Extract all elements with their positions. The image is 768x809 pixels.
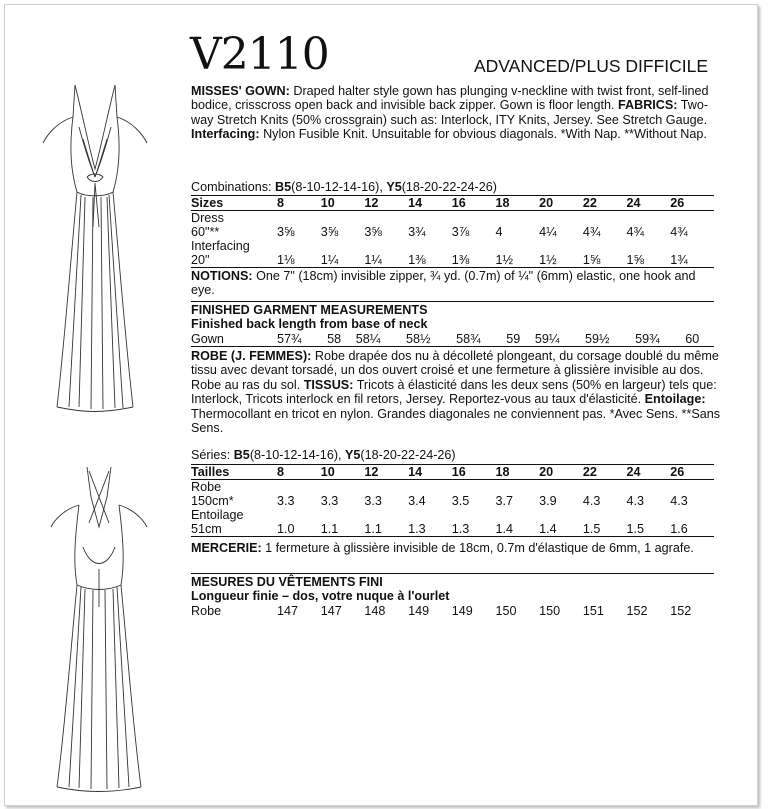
mercerie-text: 1 fermeture à glissière invisible de 18cm, 0.7m d'élastique de 6mm, 1 agrafe. xyxy=(265,541,694,555)
robe-measure-label: Robe xyxy=(191,603,222,618)
english-description xyxy=(191,84,726,142)
measurement-cell: 59¼ xyxy=(535,332,585,347)
tissus-description: Tricots à élasticité dans les deux sens (50% en largeur) tels que: Interlock, Tricots interlock en fil retors, Jersey. Reportez-vous au taux d'élasticité. xyxy=(191,377,717,407)
sizes-header: Sizes xyxy=(191,196,277,211)
measurements-title: FINISHED GARMENT MEASUREMENTS xyxy=(191,303,428,317)
measurement-cell: 60 xyxy=(685,332,714,347)
y5-code: Y5 xyxy=(345,448,361,462)
yardage-cell: 3.9 xyxy=(539,494,557,508)
mercerie xyxy=(191,541,714,555)
yardage-cell: 1½ xyxy=(495,253,539,268)
tailles-header: Tailles xyxy=(191,465,277,480)
yardage-cell: 1⅝ xyxy=(627,253,671,268)
gown-front-illustration xyxy=(35,77,155,417)
french-measurements xyxy=(191,575,726,618)
measurement-cell: 147 xyxy=(277,603,299,618)
tissus-label: TISSUS: xyxy=(303,377,354,392)
yardage-cell: 3.3 xyxy=(277,494,295,508)
divider xyxy=(191,301,714,302)
fabrics-description: Two-way Stretch Knits (50% crossgrain) such as: Interlock, ITY Knits, Jersey. See Stretch Gauge. xyxy=(191,98,709,127)
measurement-cell: 148 xyxy=(364,603,386,618)
size-cell: 20 xyxy=(539,465,583,480)
yardage-cell: 1⅜ xyxy=(452,253,496,268)
measurement-cell: 150 xyxy=(539,603,561,618)
measurement-cell: 58¼ xyxy=(356,332,406,347)
size-cell: 26 xyxy=(670,465,714,480)
dress-width: 60"** xyxy=(191,225,220,239)
english-yardage-table xyxy=(191,195,726,268)
notions-text: One 7" (18cm) invisible zipper, ¾ yd. (0.7m) of ¼" (6mm) elastic, one hook and eye. xyxy=(191,269,696,298)
yardage-cell: 4.3 xyxy=(626,494,645,508)
yardage-cell: 4.3 xyxy=(582,494,601,508)
yardage-cell: 3.7 xyxy=(495,494,513,508)
y5-code: Y5 xyxy=(386,180,402,194)
size-cell: 14 xyxy=(408,465,452,480)
notions-label: NOTIONS: xyxy=(191,269,253,283)
yardage-cell: 1⅝ xyxy=(583,253,627,268)
measurement-cell: 58 xyxy=(327,332,356,347)
entoilage-row-label: Entoilage xyxy=(191,508,244,522)
yardage-cell: 3.4 xyxy=(408,494,426,508)
yardage-cell: 1.4 xyxy=(495,522,539,537)
measurement-cell: 149 xyxy=(408,603,430,618)
difficulty-label: ADVANCED/PLUS DIFFICILE xyxy=(474,56,709,76)
yardage-cell: 1¼ xyxy=(321,253,365,268)
dress-label: Dress xyxy=(191,211,224,225)
size-cell: 8 xyxy=(277,465,321,480)
measurement-cell: 152 xyxy=(626,603,648,618)
gown-row-label: Gown xyxy=(191,332,277,347)
measurement-cell: 149 xyxy=(451,603,473,618)
y5-sizes: (18-20-22-24-26) xyxy=(360,448,456,462)
size-cell: 16 xyxy=(452,196,496,211)
size-cell: 12 xyxy=(364,465,408,480)
yardage-cell: 1.0 xyxy=(277,522,321,537)
measurement-cell: 151 xyxy=(582,603,604,618)
yardage-cell: 1⅜ xyxy=(408,253,452,268)
interfacing-label: Interfacing: xyxy=(191,127,260,142)
b5-code: B5 xyxy=(233,448,250,462)
yardage-cell: 1.1 xyxy=(321,522,365,537)
size-cell: 20 xyxy=(539,196,583,211)
yardage-cell: 1.3 xyxy=(452,522,496,537)
robe-description: Robe drapée dos nu à décolleté plongeant, du corsage doublé du même tissu avec devant torsadé, un dos ouvert croisé et une fermeture à glissière invisible au dos. Robe au ras du sol. xyxy=(191,349,719,392)
yardage-cell: 1⅛ xyxy=(277,253,321,268)
mercerie-label: MERCERIE: xyxy=(191,541,262,555)
robe-row-label: Robe xyxy=(191,480,222,494)
mesures-subtitle: Longueur finie – dos, votre nuque à l'ourlet xyxy=(191,589,450,604)
yardage-cell: 3.3 xyxy=(364,494,382,508)
interfacing-row-label: Interfacing xyxy=(191,239,250,253)
yardage-cell: 1.3 xyxy=(408,522,452,537)
interfacing-description: Nylon Fusible Knit. Unsuitable for obvious diagonals. *With Nap. **Without Nap. xyxy=(263,127,707,142)
yardage-cell: 3⅞ xyxy=(451,225,470,239)
measurement-cell: 58½ xyxy=(406,332,456,347)
robe-label: ROBE (J. FEMMES): xyxy=(191,349,312,363)
measurement-cell: 59 xyxy=(506,332,535,347)
measurement-cell: 152 xyxy=(670,603,692,618)
yardage-cell: 3⅝ xyxy=(277,225,295,239)
yardage-cell: 4.3 xyxy=(670,494,688,508)
measurement-cell: 58¾ xyxy=(456,332,506,347)
yardage-cell: 3⅝ xyxy=(320,225,339,239)
yardage-cell: 1½ xyxy=(539,253,583,268)
yardage-cell: 3¾ xyxy=(408,225,426,239)
size-cell: 10 xyxy=(321,196,365,211)
yardage-cell: 3⅝ xyxy=(364,225,382,239)
size-cell: 24 xyxy=(627,196,671,211)
size-cell: 22 xyxy=(583,196,627,211)
size-cell: 24 xyxy=(627,465,671,480)
series-label: Séries: xyxy=(191,448,231,462)
yardage-cell: 1.5 xyxy=(583,522,627,537)
size-cell: 18 xyxy=(495,465,539,480)
pattern-back-page xyxy=(4,4,758,806)
measurement-cell: 57¾ xyxy=(277,332,327,347)
yardage-cell: 4¾ xyxy=(582,225,601,239)
yardage-cell: 1.4 xyxy=(539,522,583,537)
series-line xyxy=(191,448,726,462)
size-cell: 14 xyxy=(408,196,452,211)
gown-label: MISSES' GOWN: xyxy=(191,84,290,98)
size-cell: 22 xyxy=(583,465,627,480)
yardage-cell: 1¾ xyxy=(670,253,714,268)
combinations-line xyxy=(191,180,726,194)
b5-sizes: (8-10-12-14-16), xyxy=(249,448,342,462)
gown-back-illustration xyxy=(39,457,159,797)
gown-description: Draped halter style gown has plunging v-neckline with twist front, self-lined bodice, crisscross open back and invisible back zipper. Gown is floor length. xyxy=(191,84,709,113)
y5-sizes: (18-20-22-24-26) xyxy=(401,180,497,194)
entoilage-label: Entoilage: xyxy=(644,392,706,407)
combinations-label: Combinations: xyxy=(191,180,272,194)
size-cell: 26 xyxy=(670,196,714,211)
measurement-cell: 150 xyxy=(495,603,517,618)
size-cell: 8 xyxy=(277,196,321,211)
yardage-cell: 1.6 xyxy=(670,522,714,537)
yardage-cell: 1.1 xyxy=(364,522,408,537)
b5-code: B5 xyxy=(275,180,292,194)
yardage-cell: 1¼ xyxy=(364,253,408,268)
pattern-code: V2110 xyxy=(190,29,329,80)
yardage-cell: 4 xyxy=(495,225,503,239)
size-cell: 12 xyxy=(364,196,408,211)
size-cell: 18 xyxy=(495,196,539,211)
yardage-cell: 4¼ xyxy=(539,225,557,239)
entoilage-width: 51cm xyxy=(191,522,277,537)
french-yardage-table xyxy=(191,464,726,537)
measurement-cell: 59¾ xyxy=(635,332,685,347)
yardage-cell: 1.5 xyxy=(627,522,671,537)
robe-width: 150cm* xyxy=(191,494,234,508)
measurement-cell: 147 xyxy=(320,603,342,618)
french-description xyxy=(191,349,726,435)
yardage-cell: 3.3 xyxy=(320,494,339,508)
english-measurements xyxy=(191,303,726,347)
size-cell: 16 xyxy=(452,465,496,480)
yardage-cell: 4¾ xyxy=(626,225,645,239)
b5-sizes: (8-10-12-14-16), xyxy=(291,180,383,194)
yardage-cell: 3.5 xyxy=(451,494,470,508)
measurements-subtitle: Finished back length from base of neck xyxy=(191,317,428,332)
fabrics-label: FABRICS: xyxy=(618,98,678,113)
interfacing-width: 20" xyxy=(191,253,277,268)
divider xyxy=(191,573,714,574)
size-cell: 10 xyxy=(321,465,365,480)
notions xyxy=(191,269,714,298)
mesures-title: MESURES DU VÊTEMENTS FINI xyxy=(191,575,383,589)
yardage-cell: 4¾ xyxy=(670,225,688,239)
measurement-cell: 59½ xyxy=(585,332,635,347)
entoilage-description: Thermocollant en tricot en nylon. Grandes diagonales ne conviennent pas. *Avec Sens. **Sans Sens. xyxy=(191,406,721,436)
